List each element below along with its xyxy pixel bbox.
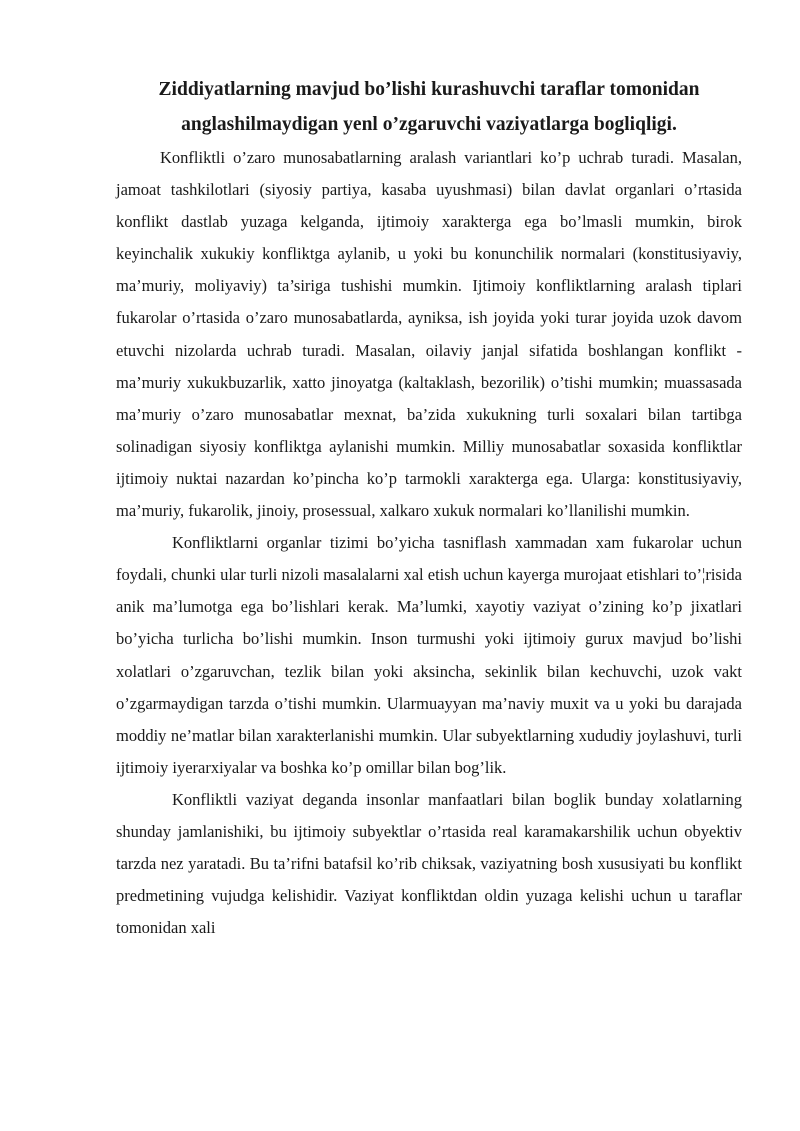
paragraph-1: Konfliktli o’zaro munosabatlarning aralash variantlari ko’p uchrab turadi. Masalan, jamoat tashkilotlari (siyosiy partiya, kasaba uyushmasi) bilan davlat organlari o’rtasida konflikt dastlab yuzaga kelganda, ijtimoiy xarakterga ega bo’lmasli mumkin, birok keyinchalik xukukiy konfliktga aylanib, u yoki bu konunchilik normalari (konstitusiyaviy, ma’muriy, moliyaviy) ta’siriga tushishi mumkin. Ijtimoiy konfliktlarning aralash tiplari fukarolar o’rtasida o’zaro munosabatlarda, ayniksa, ish joyida yoki turar joyida uzok davom etuvchi nizolarda uchrab turadi. Masalan, oilaviy janjal sifatida boshlangan konflikt - ma’muriy xukukbuzarlik, xatto jinoyatga (kaltaklash, bezorilik) o’tishi mumkin; muassasada ma’muriy o’zaro munosabatlar mexnat, ba’zida xukukning turli soxalari bilan tartibga solinadigan siyosiy konfliktga aylanishi mumkin. Milliy munosabatlar soxasida konfliktlar ijtimoiy nuktai nazardan ko’pincha ko’p tarmokli xarakterga ega. Ularga: konstitusiyaviy, ma’muriy, fukarolik, jinoiy, prosessual, xalkaro xukuk normalari ko’llanilishi mumkin. bbox=[116, 148, 742, 521]
document-page bbox=[116, 72, 742, 944]
paragraph-3: Konfliktli vaziyat deganda insonlar manfaatlari bilan boglik bunday xolatlarning shunday jamlanishiki, bu ijtimoiy subyektlar o’rtasida real karamakarshilik uchun obyektiv tarzda nez yaratadi. Bu ta’rifni batafsil ko’rib chiksak, vaziyatning bosh xususiyati bu konflikt predmetining vujudga kelishidir. Vaziyat konfliktdan oldin yuzaga kelishi uchun u taraflar tomonidan xali bbox=[116, 789, 742, 938]
paragraph-2: Konfliktlarni organlar tizimi bo’yicha tasniflash xammadan xam fukarolar uchun foydali, chunki ular turli nizoli masalalarni xal etish uchun kayerga murojaat etishlari to’¦risida anik ma’lumotga ega bo’lishlari kerak. Ma’lumki, xayotiy vaziyat o’zining ko’p jixatlari bo’yicha turlicha bo’lishi mumkin. Inson turmushi yoki ijtimoiy gurux mavjud bo’lishi xolatlari o’zgaruvchan, tezlik bilan yoki aksincha, sekinlik bilan kechuvchi, uzok vakt o’zgarmaydigan tarzda o’tishi mumkin. Ularmuayyan ma’naviy muxit va u yoki bu darajada moddiy ne’matlar bilan xarakterlanishi mumkin. Ular subyektlarning xududiy joylashuvi, turli ijtimoiy iyerarxiyalar va boshka ko’p omillar bilan bog’lik. bbox=[116, 533, 742, 777]
document-title: Ziddiyatlarning mavjud bo’lishi kurashuvchi taraflar tomonidan anglashilmaydigan yenl o’zgaruvchi vaziyatlarga bogliqligi. bbox=[158, 79, 700, 135]
